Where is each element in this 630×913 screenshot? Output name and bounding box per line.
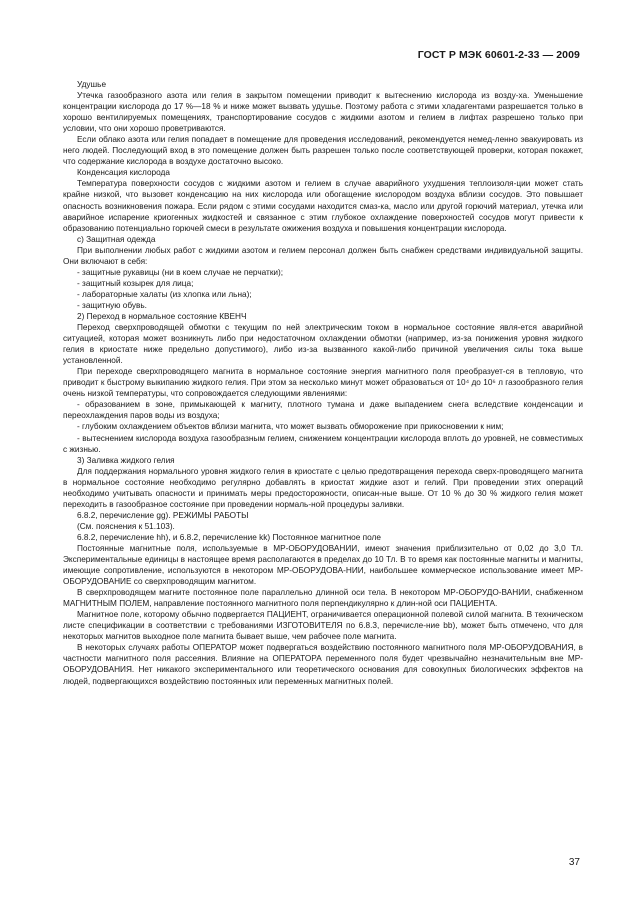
document-body [63,79,583,687]
clause-note: (См. пояснения к 51.103). [77,521,175,531]
list-item: - защитный козырек для лица; [77,278,194,288]
list-item: - защитную обувь. [77,300,147,310]
paragraph: Переход сверхпроводящей обмотки с текущим по ней электрическим током в нормальное состояние явля-ется аварийной ситуацией, которая может возникнуть либо при недостаточном охлаждении обмотки (например, из-за понижения уровня жидкого гелия в криостате ниже предельно допустимого), либо из-за вызванного какой-либо причиной увеличения силы тока выше установленной. [63,323,583,366]
clause-reference: 6.8.2, перечисление hh), и 6.8.2, перечисление kk) Постоянное магнитное поле [77,532,381,542]
heading-asphyxia: Удушье [77,80,107,89]
paragraph: В некоторых случаях работы ОПЕРАТОР может подвергаться воздействию постоянного магнитного поля МР-ОБОРУДОВАНИЯ, в частности магнитного поля рассеяния. Влияние на ОПЕРАТОРА переменного поля будет чрезвычайно незначительным вне МР-ОБОРУДОВАНИЯ. Нет никакого экспериментального или теоретического основания для совокупных биологических эффектов на людей, подвергающихся воздействию постоянных или переменных магнитных полей. [63,643,583,686]
heading-quench: 2) Переход в нормальное состояние КВЕНЧ [77,311,247,321]
paragraph: Температура поверхности сосудов с жидкими азотом и гелием в случае аварийного ухудшения теплоизоля-ции может стать крайне низкой, что вызовет конденсацию на них кислорода или обогащение кислородом воздуха вблизи сосудов. Это повышает опасность возникновения пожара. Если рядом с этими сосудами находится смаз-ка, масло или другой горючий материал, утечка или аварийное испарение криогенных жидкостей и связанное с этим глубокое охлаждение поверхностей сосудов могут привести к образованию потенциально горючей смеси в результате ожижения воздуха и повышения концентрации кислорода. [63,179,583,233]
paragraph: При выполнении любых работ с жидкими азотом и гелием персонал должен быть снабжен средствами индивидуальной защиты. Они включают в себя: [63,245,583,266]
list-item: - вытеснением кислорода воздуха газообразным гелием, снижением концентрации кислорода вплоть до уровней, не совместимых с жизнью. [63,433,583,454]
list-item: - лабораторные халаты (из хлопка или льна); [77,289,252,299]
heading-helium-fill: 3) Заливка жидкого гелия [77,455,175,465]
paragraph: В сверхпроводящем магните постоянное поле параллельно длинной оси тела. В некотором МР-ОБОРУДО-ВАНИИ, снабженном МАГНИТНЫМ ПОЛЕМ, направление постоянного магнитного поля перпендикулярно к длин-ной оси ПАЦИЕНТА. [63,588,583,609]
page-number: 37 [568,857,580,868]
list-item: - образованием в зоне, примыкающей к магниту, плотного тумана и даже выпадением снега вследствие конденсации и переохлаждения паров воды из воздуха; [63,400,583,421]
paragraph: Постоянные магнитные поля, используемые в МР-ОБОРУДОВАНИИ, имеют значения приблизительно от 0,02 до 3,0 Тл. Экспериментальные единицы в настоящее время располагаются в пределах до 10 Тл. В то время как постоянные магниты и магниты, имеющие сопротивление, используются в некотором МР-ОБОРУДОВА-НИИ, наибольшее коммерческое использование имеет МР-ОБОРУДОВАНИЕ со сверхпроводящим магнитом. [63,543,583,587]
heading-protective-clothing: с) Защитная одежда [77,234,156,244]
list-item: - защитные рукавицы (ни в коем случае не перчатки); [77,267,284,277]
clause-reference: 6.8.2, перечисление gg). РЕЖИМЫ РАБОТЫ [77,510,249,520]
document-header: ГОСТ Р МЭК 60601-2-33 — 2009 [417,49,580,61]
paragraph: При переходе сверхпроводящего магнита в нормальное состояние энергия магнитного поля преобразует-ся в тепловую, что приводит к быстрому выкипанию жидкого гелия. При этом за несколько минут может образоваться от 10⁴ до 10⁶ л газообразного гелия очень низкой температуры, что сопровождается следующими явлениями: [63,367,583,399]
heading-oxygen-condensation: Конденсация кислорода [77,168,170,178]
paragraph: Утечка газообразного азота или гелия в закрытом помещении приводит к вытеснению кислорода из возду-ха. Уменьшение концентрации кислорода до 17 %—18 % и ниже может вызвать удушье. Поэтому работа с этими хладагентами разрешается только в хорошо вентилируемых помещениях, транспортирование сосудов с жидкими азотом и гелием в лифтах разрешено только при условии, что они хорошо проветриваются. [63,91,583,134]
paragraph: Если облако азота или гелия попадает в помещение для проведения исследований, рекомендуется немед-ленно эвакуировать из него людей. Последующий вход в это помещение должен быть разрешен только после соответствующей проверки, которая покажет, что содержание кислорода в воздухе достаточно высоко. [63,135,583,167]
paragraph: Магнитное поле, которому обычно подвергается ПАЦИЕНТ, ограничивается операционной полевой силой магнита. В техническом листе спецификации в соответствии с требованиями ИЗГОТОВИТЕЛЯ по 6.8.3, перечисле-ние bb), может быть отмечено, что для некоторых магнитов выходное поле магнита бывает выше, чем рабочее поле магнита. [63,610,583,642]
paragraph: Для поддержания нормального уровня жидкого гелия в криостате с целью предотвращения перехода сверх-проводящего магнита в нормальное состояние необходимо регулярно добавлять в криостат жидкие азот и гелий. При проведении этих операций необходимо учитывать опасности и принимать меры предосторожности, описан-ные выше. От 10 % до 30 % жидкого гелия может переходить в газообразное состояние при проведении нормаль-ной процедуры заливки. [63,466,583,509]
list-item: - глубоким охлаждением объектов вблизи магнита, что может вызвать обморожение при прикосновении к ним; [77,422,504,432]
